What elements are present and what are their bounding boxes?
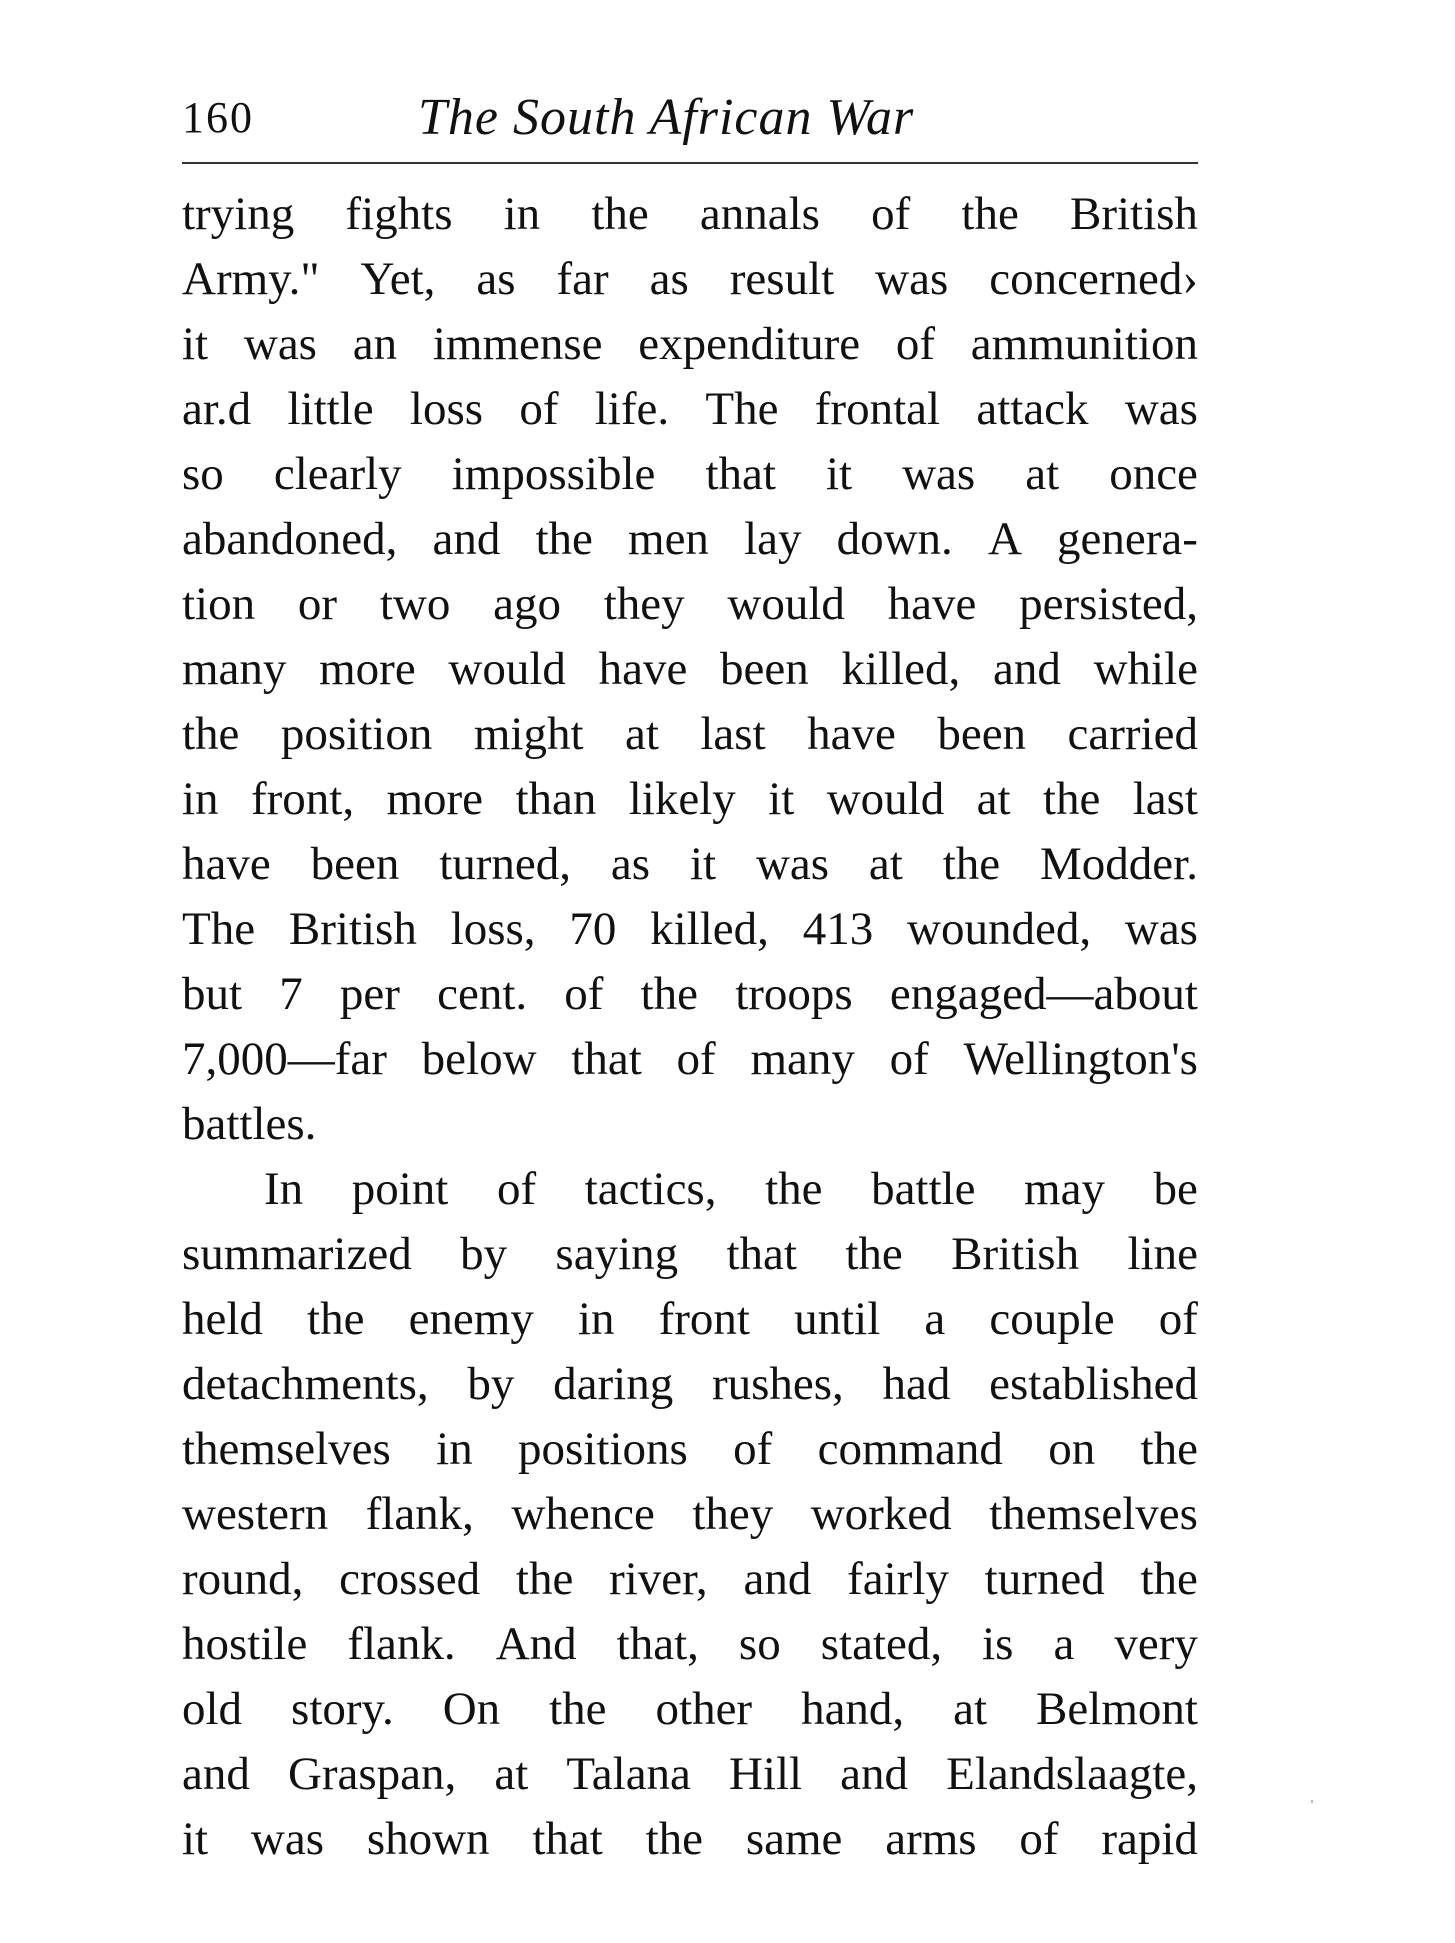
- word: that,: [616, 1618, 699, 1670]
- word: of: [519, 383, 559, 435]
- word: held: [182, 1293, 263, 1345]
- word: persisted,: [1019, 578, 1198, 630]
- word: it: [689, 838, 717, 890]
- word: front,: [250, 773, 355, 825]
- word: turned,: [439, 838, 572, 890]
- word: that: [571, 1033, 642, 1085]
- word: that: [705, 448, 776, 500]
- word: 7: [279, 968, 303, 1020]
- word: attack: [976, 383, 1089, 435]
- word: concerned›: [989, 253, 1198, 305]
- text-line: [182, 1352, 1198, 1417]
- paragraph-last-line: [182, 1092, 1198, 1157]
- text-line: [182, 897, 1198, 962]
- word: annals: [699, 188, 820, 240]
- word: round,: [182, 1553, 304, 1605]
- word: flank,: [365, 1488, 474, 1540]
- word: daring: [553, 1358, 674, 1410]
- word: the: [1140, 1423, 1198, 1475]
- word: 70: [569, 903, 617, 955]
- word: British: [951, 1228, 1080, 1280]
- word: have: [182, 838, 271, 890]
- word: line: [1127, 1228, 1198, 1280]
- word: British: [1069, 188, 1198, 240]
- word: would: [727, 578, 845, 630]
- word: the: [515, 1553, 574, 1605]
- word: until: [794, 1293, 881, 1345]
- word: Yet,: [360, 253, 436, 305]
- word: stated,: [820, 1618, 943, 1670]
- word: a: [1053, 1618, 1075, 1670]
- text-line: [182, 1807, 1198, 1872]
- word: shown: [366, 1813, 490, 1865]
- word: saying: [555, 1228, 679, 1280]
- word: that: [532, 1813, 603, 1865]
- word: of: [895, 318, 936, 370]
- word: the: [1140, 1553, 1198, 1605]
- word: loss: [409, 383, 484, 435]
- word: Graspan,: [287, 1748, 457, 1800]
- paragraph-first-line: [182, 1157, 1198, 1222]
- word: battle: [871, 1163, 976, 1215]
- word: be: [1153, 1163, 1198, 1215]
- text-line: [182, 962, 1198, 1027]
- word: of: [733, 1423, 773, 1475]
- word: and: [840, 1748, 909, 1800]
- word: was: [755, 838, 830, 890]
- word: at: [868, 838, 903, 890]
- page-number: 160: [182, 93, 254, 142]
- word: the: [591, 188, 649, 240]
- word: tactics,: [584, 1163, 717, 1215]
- text-line: [182, 1482, 1198, 1547]
- word: it: [182, 1813, 209, 1865]
- text-line: [182, 1612, 1198, 1677]
- word: so: [738, 1618, 781, 1670]
- word: of: [871, 188, 911, 240]
- word: 7,000—far: [182, 1033, 387, 1085]
- word: battles.: [182, 1098, 317, 1150]
- word: been: [310, 838, 400, 890]
- word: carried: [1067, 708, 1198, 760]
- word: they: [692, 1488, 774, 1540]
- word: of: [676, 1033, 716, 1085]
- word: men: [628, 513, 709, 565]
- word: result: [729, 253, 835, 305]
- word: in: [577, 1293, 615, 1345]
- word: and: [992, 643, 1061, 695]
- running-head: [182, 88, 1198, 158]
- word: positions: [518, 1423, 688, 1475]
- word: hand,: [801, 1683, 905, 1735]
- word: the: [182, 708, 240, 760]
- word: turned: [984, 1553, 1105, 1605]
- word: same: [745, 1813, 843, 1865]
- word: below: [421, 1033, 537, 1085]
- word: crossed: [339, 1553, 481, 1605]
- word: an: [352, 318, 398, 370]
- word: In: [264, 1163, 304, 1215]
- word: many: [182, 643, 287, 695]
- word: expenditure: [638, 318, 861, 370]
- word: many: [750, 1033, 855, 1085]
- word: Modder.: [1040, 838, 1198, 890]
- word: life.: [594, 383, 670, 435]
- body-text: [182, 182, 1198, 1872]
- word: of: [496, 1163, 537, 1215]
- word: Army.": [182, 253, 320, 305]
- word: been: [937, 708, 1027, 760]
- word: the: [645, 1813, 704, 1865]
- text-line: [182, 767, 1198, 832]
- word: been: [720, 643, 809, 695]
- word: the: [961, 188, 1019, 240]
- word: themselves: [182, 1423, 391, 1475]
- word: would: [448, 643, 566, 695]
- word: but: [182, 968, 243, 1020]
- word: in: [182, 773, 219, 825]
- word: as: [649, 253, 689, 305]
- word: they: [603, 578, 685, 630]
- word: had: [882, 1358, 951, 1410]
- word: impossible: [451, 448, 656, 500]
- word: wounded,: [907, 903, 1092, 955]
- word: the: [307, 1293, 365, 1345]
- text-line: [182, 1677, 1198, 1742]
- text-line: [182, 1742, 1198, 1807]
- word: river,: [609, 1553, 708, 1605]
- word: ago: [493, 578, 561, 630]
- word: rushes,: [711, 1358, 844, 1410]
- word: the: [549, 1683, 607, 1735]
- word: lay: [744, 513, 802, 565]
- word: while: [1093, 643, 1198, 695]
- text-line: [182, 572, 1198, 637]
- word: point: [351, 1163, 449, 1215]
- word: was: [1124, 383, 1198, 435]
- word: the: [1042, 773, 1101, 825]
- word: a: [924, 1293, 946, 1345]
- word: summarized: [182, 1228, 412, 1280]
- word: the: [535, 513, 593, 565]
- word: the: [640, 968, 699, 1020]
- text-line: [182, 507, 1198, 572]
- word: killed,: [650, 903, 769, 955]
- word: loss,: [450, 903, 536, 955]
- word: old: [182, 1683, 243, 1735]
- word: killed,: [841, 643, 961, 695]
- word: was: [243, 318, 317, 370]
- word: or: [297, 578, 338, 630]
- word: it: [182, 318, 209, 370]
- word: tion: [182, 578, 256, 630]
- word: the: [765, 1163, 823, 1215]
- text-line: [182, 247, 1198, 312]
- word: by: [460, 1228, 508, 1280]
- word: likely: [628, 773, 736, 825]
- word: on: [1048, 1423, 1096, 1475]
- word: in: [503, 188, 541, 240]
- word: at: [494, 1748, 529, 1800]
- text-line: [182, 442, 1198, 507]
- running-title: The South African War: [418, 89, 915, 146]
- text-line: [182, 1222, 1198, 1287]
- word: The: [705, 383, 779, 435]
- word: The: [182, 903, 256, 955]
- word: troops: [735, 968, 853, 1020]
- word: story.: [291, 1683, 394, 1735]
- word: front: [658, 1293, 750, 1345]
- word: Wellington's: [963, 1033, 1198, 1085]
- word: rapid: [1101, 1813, 1198, 1865]
- word: at: [976, 773, 1011, 825]
- word: western: [182, 1488, 329, 1540]
- word: down.: [836, 513, 953, 565]
- word: was: [902, 448, 976, 500]
- word: enemy: [408, 1293, 534, 1345]
- word: clearly: [273, 448, 402, 500]
- text-line: [182, 637, 1198, 702]
- word: was: [1124, 903, 1198, 955]
- word: might: [473, 708, 584, 760]
- word: at: [1025, 448, 1060, 500]
- word: and: [432, 513, 501, 565]
- word: Belmont: [1036, 1683, 1198, 1735]
- word: cent.: [437, 968, 528, 1020]
- word: at: [624, 708, 659, 760]
- text-line: [182, 312, 1198, 377]
- text-line: [182, 702, 1198, 767]
- word: would: [826, 773, 945, 825]
- word: hostile: [182, 1618, 308, 1670]
- word: it: [825, 448, 853, 500]
- word: and: [182, 1748, 250, 1800]
- word: more: [386, 773, 484, 825]
- word: was: [875, 253, 949, 305]
- word: that: [726, 1228, 797, 1280]
- word: fairly: [847, 1553, 949, 1605]
- word: couple: [989, 1293, 1115, 1345]
- word: may: [1024, 1163, 1105, 1215]
- word: detachments,: [182, 1358, 429, 1410]
- text-line: [182, 832, 1198, 897]
- word: two: [379, 578, 451, 630]
- word: as: [476, 253, 516, 305]
- word: flank.: [347, 1618, 456, 1670]
- word: fights: [345, 188, 453, 240]
- word: ar.d: [182, 383, 252, 435]
- word: frontal: [814, 383, 941, 435]
- word: On: [442, 1683, 501, 1735]
- word: whence: [511, 1488, 655, 1540]
- word: last: [1132, 773, 1198, 825]
- word: ammunition: [970, 318, 1198, 370]
- word: of: [1158, 1293, 1198, 1345]
- word: of: [889, 1033, 929, 1085]
- text-line: [182, 1417, 1198, 1482]
- word: and: [743, 1553, 812, 1605]
- word: Hill: [728, 1748, 803, 1800]
- word: at: [953, 1683, 988, 1735]
- word: command: [817, 1423, 1003, 1475]
- word: it: [768, 773, 795, 825]
- scan-speck: [1311, 1800, 1313, 1803]
- word: by: [467, 1358, 515, 1410]
- text-line: [182, 1027, 1198, 1092]
- word: themselves: [989, 1488, 1198, 1540]
- text-line: [182, 182, 1198, 247]
- word: in: [436, 1423, 473, 1475]
- word: abandoned,: [182, 513, 398, 565]
- word: very: [1114, 1618, 1198, 1670]
- word: little: [287, 383, 374, 435]
- word: have: [598, 643, 688, 695]
- word: of: [1019, 1813, 1059, 1865]
- word: as: [610, 838, 651, 890]
- word: more: [319, 643, 416, 695]
- word: than: [515, 773, 597, 825]
- word: arms: [885, 1813, 977, 1865]
- word: worked: [810, 1488, 952, 1540]
- header-rule: [182, 162, 1198, 164]
- word: last: [700, 708, 766, 760]
- word: immense: [432, 318, 603, 370]
- word: A: [987, 513, 1022, 565]
- word: have: [887, 578, 977, 630]
- word: position: [280, 708, 433, 760]
- text-line: [182, 377, 1198, 442]
- word: the: [845, 1228, 903, 1280]
- word: of: [564, 968, 604, 1020]
- word: Elandslaagte,: [946, 1748, 1198, 1800]
- text-line: [182, 1287, 1198, 1352]
- text-line: [182, 1547, 1198, 1612]
- word: far: [556, 253, 609, 305]
- word: is: [982, 1618, 1014, 1670]
- word: was: [250, 1813, 325, 1865]
- word: the: [942, 838, 1001, 890]
- word: trying: [182, 188, 295, 240]
- word: Talana: [566, 1748, 691, 1800]
- word: established: [989, 1358, 1198, 1410]
- word: have: [807, 708, 896, 760]
- word: per: [339, 968, 400, 1020]
- word: once: [1109, 448, 1198, 500]
- word: And: [495, 1618, 577, 1670]
- word: other: [655, 1683, 753, 1735]
- word: genera-: [1057, 513, 1198, 565]
- word: engaged—about: [889, 968, 1198, 1020]
- word: so: [182, 448, 224, 500]
- word: British: [288, 903, 417, 955]
- word: 413: [802, 903, 874, 955]
